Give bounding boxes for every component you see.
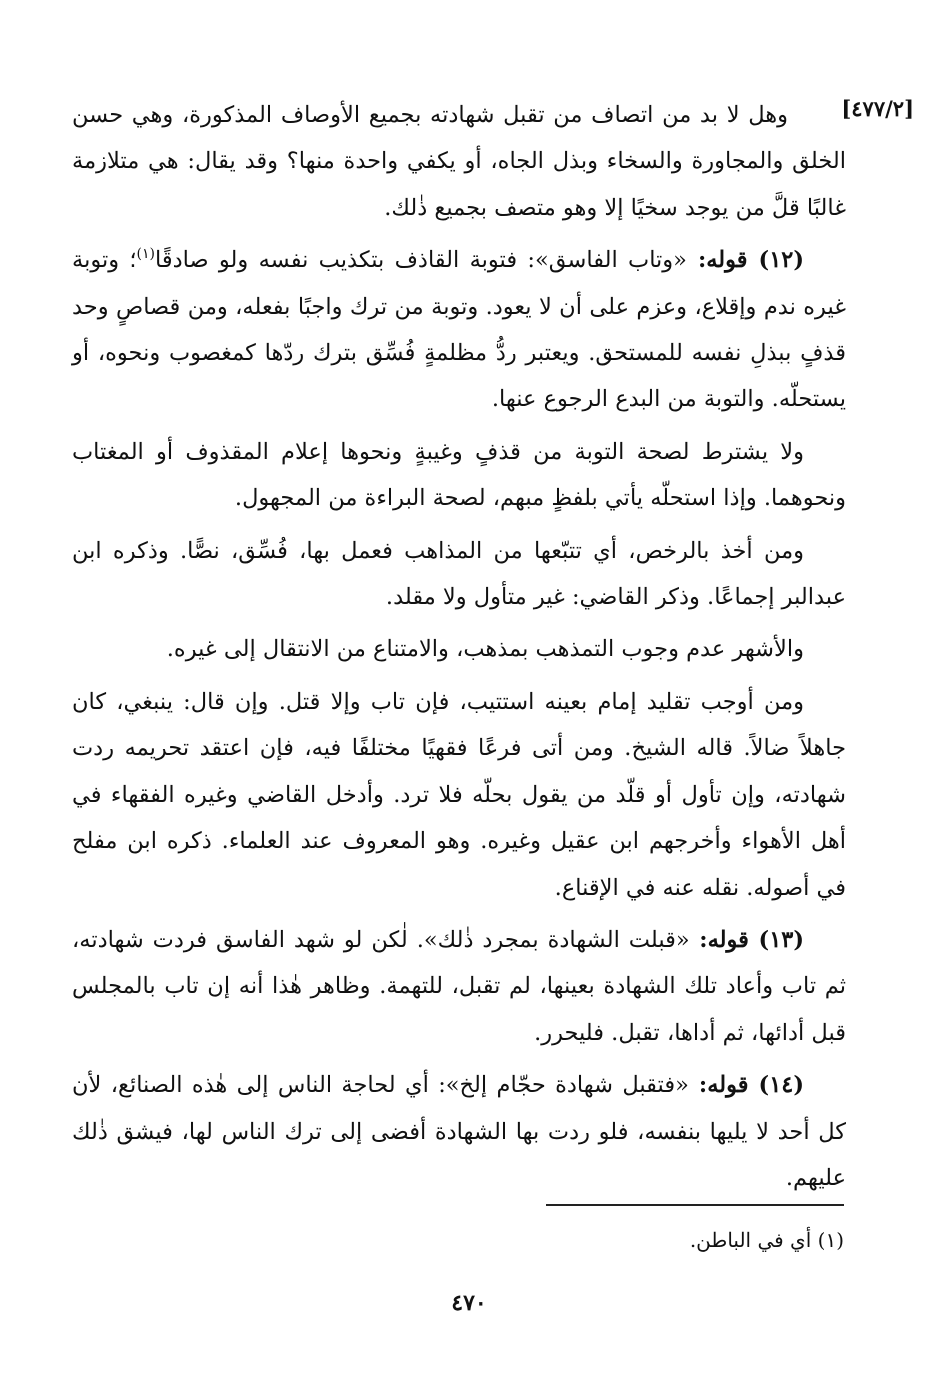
paragraph: [72, 679, 846, 911]
paragraph: [72, 1062, 846, 1201]
paragraph-text: ولا يشترط لصحة التوبة من قذفٍ وغيبةٍ ونحوها إعلام المقذوف أو المغتاب ونحوهما. وإذا استحلّه يأتي بلفظٍ مبهم، لصحة البراءة من المجهول.: [72, 438, 846, 512]
footnote: (١) أي في الباطن.: [689, 1228, 844, 1252]
note-label: (١٢) قوله:: [686, 247, 805, 274]
paragraph-text: ومن أخذ بالرخص، أي تتبّعها من المذاهب فعمل بها، فُسِّق، نصًّا. وذكره ابن عبدالبر إجماعًا. وذكر القاضي: غير متأول ولا مقلد.: [72, 537, 846, 611]
paragraph: [72, 528, 846, 621]
paragraph: [72, 429, 846, 522]
paragraph-text: «وتاب الفاسق»: فتوبة القاذف بتكذيب نفسه ولو صادقًا: [155, 247, 687, 274]
paragraph: [72, 92, 846, 231]
note-label: (١٤) قوله:: [688, 1072, 805, 1099]
paragraph: [72, 917, 846, 1056]
footnote-separator: [546, 1204, 844, 1206]
paragraph-text: ومن أوجب تقليد إمام بعينه استتيب، فإن تاب وإلا قتل. وإن قال: ينبغي، كان جاهلاً ضالاً. قاله الشيخ. ومن أتى فرعًا فقهيًا مختلفًا فيه، فإن اعتقد تحريمه ردت شهادته، وإن تأول أو قلّد من يقول بحلّه فلا ترد. وأدخل القاضي وغيره الفقهاء في أهل الأهواء وأخرجهم ابن عقيل وغيره. وهو المعروف عند العلماء. ذكره ابن مفلح في أصوله. نقله عنه في الإقناع.: [72, 688, 846, 901]
paragraph: [72, 237, 846, 423]
note-label: (١٣) قوله:: [689, 926, 805, 953]
paragraph-text: «قبلت الشهادة بمجرد ذٰلك». لٰكن لو شهد الفاسق فردت شهادته، ثم تاب وأعاد تلك الشهادة بعينها، لم تقبل، للتهمة. وظاهر هٰذا أنه إن تاب بالمجلس قبل أدائها، ثم أداها، تقبل. فليحرر.: [72, 926, 846, 1046]
paragraph: [72, 626, 846, 672]
paragraph-text: والأشهر عدم وجوب التمذهب بمذهب، والامتناع من الانتقال إلى غيره.: [166, 636, 804, 663]
paragraph-text: وهل لا بد من اتصاف من تقبل شهادته بجميع الأوصاف المذكورة، وهي حسن الخلق والمجاورة والسخاء وبذل الجاه، أو يكفي واحدة منها؟ وقد يقال: هي متلازمة غالبًا قلَّ من يوجد سخيًا إلا وهو متصف بجميع ذٰلك.: [72, 102, 846, 221]
page-number: ٤٧٠: [451, 1290, 487, 1316]
body-text: [72, 92, 846, 1201]
paragraph-text: ؛ وتوبة غيره ندم وإقلاع، وعزم على أن لا يعود. وتوبة من ترك واجبًا بفعله، ومن قصاصٍ وحد قذفٍ ببذلِ نفسه للمستحق. ويعتبر ردُّ مظلمةٍ فُسِّق بترك ردّها كمغصوب ونحوه، أو يستحلّه. والتوبة من البدع الرجوع عنها.: [72, 247, 846, 413]
margin-reference: [٤٧٧/٢]: [841, 96, 914, 121]
footnote-marker: (١): [136, 246, 156, 263]
paragraph-text: «فتقبل شهادة حجّام إلخ»: أي لحاجة الناس إلى هٰذه الصنائع، لأن كل أحد لا يليها بنفسه، فلو ردت بها الشهادة أفضى إلى ترك الناس لها، فيشق ذٰلك عليهم.: [72, 1072, 846, 1191]
